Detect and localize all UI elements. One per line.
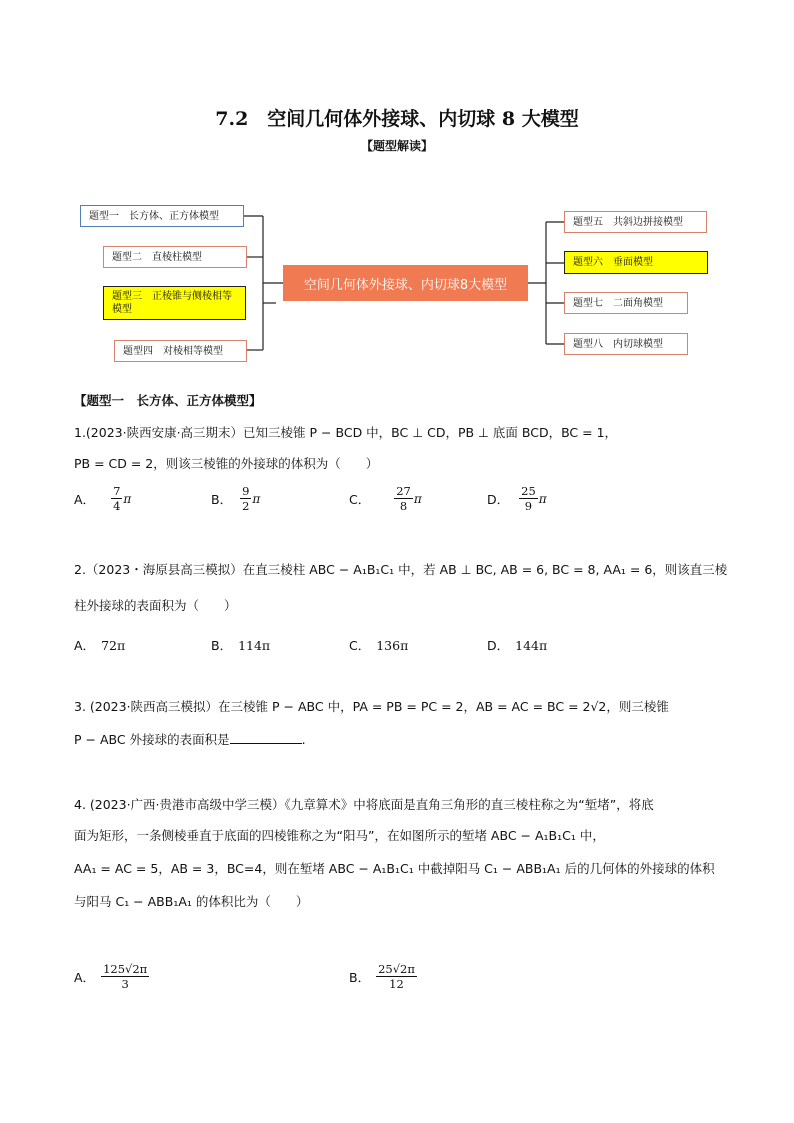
mindmap-node-type3: 题型三 正棱锥与侧棱相等模型 [103,286,246,320]
question-2-line-1: 2.（2023・海原县高三模拟）在直三棱柱 ABC − A₁B₁C₁ 中，若 AB ⊥ BC, AB = 6, BC = 8, AA₁ = 6，则该直三棱 [74,562,728,577]
question-4-line-4: 与阳马 C₁ − ABB₁A₁ 的体积比为（ ） [74,894,309,909]
q1-option-a: A． $\frac{7}{4}$ π [74,484,132,513]
mindmap-node-type7: 题型七 二面角模型 [564,292,688,314]
q4-option-b: B． $\frac{25√2\pi}{12}$ [349,962,415,991]
question-4-line-1: 4. (2023·广西·贵港市高级中学三模）《九章算术》中将底面是直角三角形的直三棱柱称之为“堑堵”，将底 [74,797,654,812]
mindmap-node-type2: 题型二 直棱柱模型 [103,246,247,268]
question-1-line-1: 1.(2023·陕西安康·高三期末）已知三棱锥 P − BCD 中，BC ⊥ CD，PB ⊥ 底面 BCD，BC = 1， [74,425,618,440]
question-2-line-2: 柱外接球的表面积为（ ） [74,598,237,613]
question-3-line-2: P − ABC 外接球的表面积是 . [74,732,306,747]
q2-option-a: A． 72π [74,637,126,653]
question-4-line-3: AA₁ = AC = 5，AB = 3，BC=4，则在堑堵 ABC − A₁B₁C₁ 中截掉阳马 C₁ − ABB₁A₁ 后的几何体的外接球的体积 [74,861,715,876]
fraction: $\frac{9}{2}$ [242,484,250,513]
q1-option-b: B． $\frac{9}{2}$ π [211,484,261,513]
q2-option-b: B． 114π [211,637,271,653]
mindmap-center-node: 空间几何体外接球、内切球8大模型 [283,265,528,301]
question-3-line-1: 3. (2023·陕西高三模拟）在三棱锥 P − ABC 中，PA = PB = PC = 2，AB = AC = BC = 2√2，则三棱锥 [74,699,669,714]
q1-option-d: D． $\frac{25}{9}$ π [487,484,547,513]
question-1-line-2: PB = CD = 2，则该三棱锥的外接球的体积为（ ） [74,456,379,471]
answer-blank[interactable] [230,731,302,744]
mindmap-node-type5: 题型五 共斜边拼接模型 [564,211,707,233]
q4-option-a: A． $\frac{125√2\pi}{3}$ [74,962,148,991]
section-heading: 【题型一 长方体、正方体模型】 [74,393,262,408]
fraction: $\frac{7}{4}$ [113,484,121,513]
mindmap-node-type8: 题型八 内切球模型 [564,333,688,355]
page-subtitle: 【题型解读】 [360,139,433,153]
fraction: $\frac{25√2\pi}{12}$ [378,962,415,991]
mindmap-node-type6: 题型六 垂面模型 [564,251,708,274]
q2-option-d: D． 144π [487,637,548,653]
page-title: 7.2 空间几何体外接球、内切球 8 大模型 [215,108,579,130]
fraction: $\frac{27}{8}$ [396,484,411,513]
fraction: $\frac{125√2\pi}{3}$ [103,962,148,991]
q2-option-c: C． 136π [349,637,409,653]
mindmap-node-type1: 题型一 长方体、正方体模型 [80,205,244,227]
mindmap-node-type4: 题型四 对棱相等模型 [114,340,247,362]
q1-option-c: C． $\frac{27}{8}$ π [349,484,422,513]
question-4-line-2: 面为矩形，一条侧棱垂直于底面的四棱锥称之为“阳马”，在如图所示的堑堵 ABC − A₁B₁C₁ 中， [74,828,605,843]
fraction: $\frac{25}{9}$ [521,484,536,513]
